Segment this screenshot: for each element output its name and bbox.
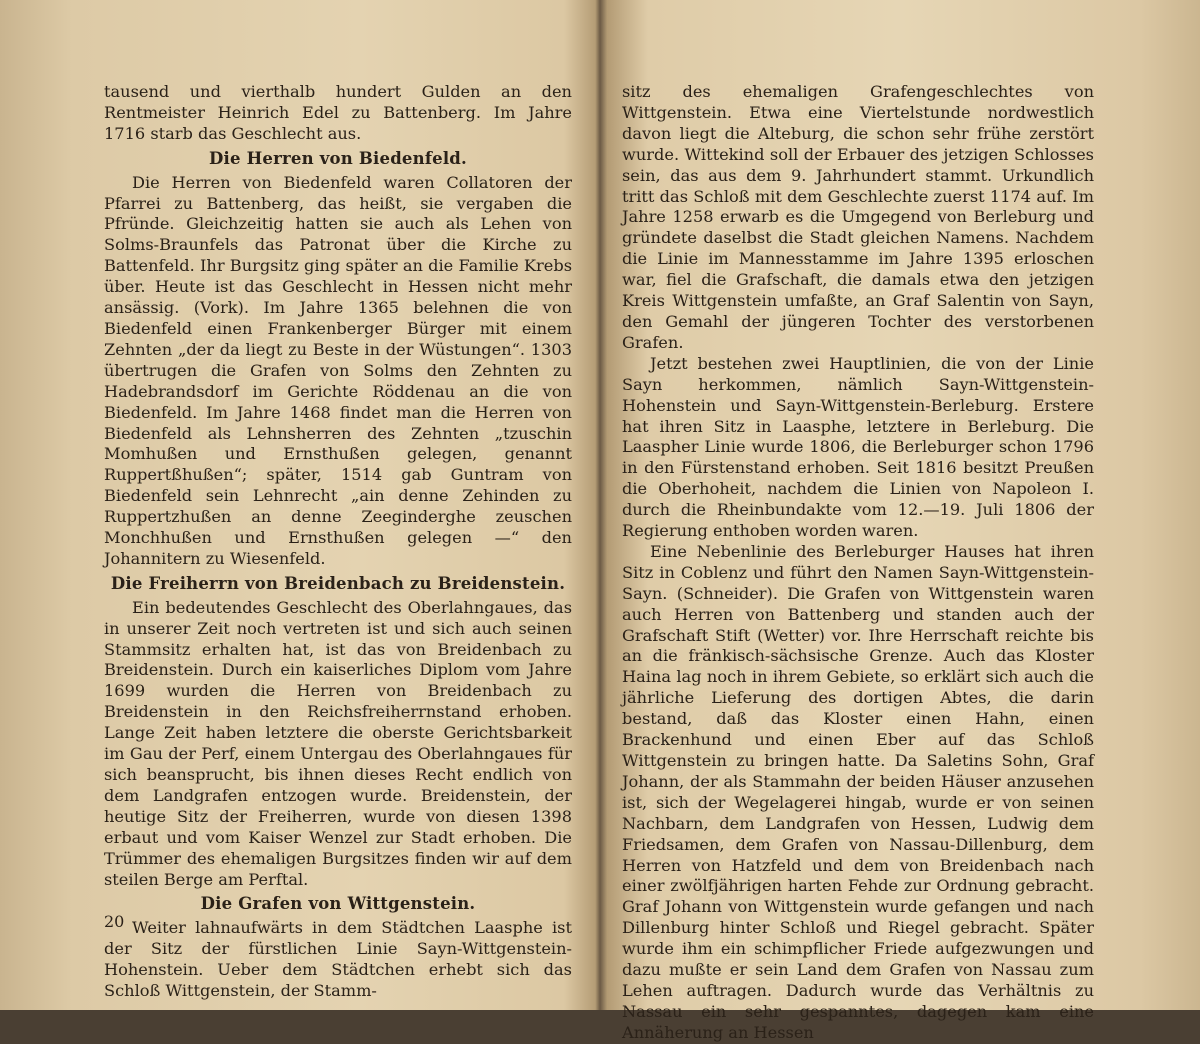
left-page [0,0,598,1010]
right-page-text [622,82,1094,1044]
paragraph-continuation: tausend und vierthalb hundert Gulden an den Rentmeister Heinrich Edel zu Battenberg. Im Jahre 1716 starb das Geschlecht aus. [104,82,572,143]
section-heading-wittgenstein: Die Grafen von Wittgenstein. [200,894,476,914]
paragraph-hauptlinien: Jetzt bestehen zwei Hauptlinien, die von der Linie Sayn herkommen, nämlich Sayn-Wittgenstein-Hohenstein und Sayn-Wittgenstein-Berleburg. Erstere hat ihren Sitz in Laasphe, letztere in Berleburg. Die Laaspher Linie wurde 1806, die Berleburger schon 1796 in den Fürstenstand erhoben. Seit 1816 besitzt Preußen die Oberhoheit, nachdem die Linien von Napoleon I. durch die Rheinbundakte vom 12.—19. Juli 1806 der Regierung enthoben worden waren. [622,353,1094,541]
paragraph-nebenlinie: Eine Nebenlinie des Berleburger Hauses hat ihren Sitz in Coblenz und führt den Namen Sayn-Wittgenstein-Sayn. (Schneider). Die Grafen von Wittgenstein waren auch Herren von Battenberg und standen auch der Grafschaft Stift (Wetter) vor. Ihre Herrschaft reichte bis an die fränkisch-sächsische Grenze. Auch das Kloster Haina lag noch in ihrem Gebiete, so erklärt sich auch die jährliche Lieferung des dortigen Abtes, die darin bestand, daß das Kloster einen Hahn, einen Brackenhund und einen Eber auf das Schloß Wittgenstein zu bringen hatte. Da Saletins Sohn, Graf Johann, der als Stammahn der beiden Häuser anzusehen ist, sich der Wegelagerei hingab, wurde er von seinen Nachbarn, dem Landgrafen von Hessen, Ludwig dem Friedsamen, dem Grafen von Nassau-Dillenburg, dem Herren von Hatzfeld und dem von Breidenbach nach einer zwölfjährigen harten Fehde zur Ordnung gebracht. Graf Johann von Wittgenstein wurde gefangen und nach Dillenburg hinter Schloß und Riegel gebracht. Später wurde ihm ein schimpflicher Friede aufgezwungen und dazu mußte er sein Land dem Grafen von Nassau zum Lehen auftragen. Dadurch wurde das Verhältnis zu Nassau ein sehr gespanntes, dagegen kam eine Annäherung an Hessen [622,541,1094,1042]
section-heading-biedenfeld: Die Herren von Biedenfeld. [209,148,467,168]
left-page-text [104,82,572,1002]
section-heading-breidenbach: Die Freiherrn von Breidenbach zu Breidenstein. [110,573,566,593]
paragraph-biedenfeld: Die Herren von Biedenfeld waren Collatoren der Pfarrei zu Battenberg, das heißt, sie vergaben die Pfründe. Gleichzeitig hatten sie auch als Lehen von Solms-Braunfels das Patronat über die Kirche zu Battenfeld. Ihr Burgsitz ging später an die Familie Krebs über. Heute ist das Geschlecht in Hessen nicht mehr ansässig. (Vork). Im Jahre 1365 belehnen die von Biedenfeld einen Frankenberger Bürger mit einem Zehnten „der da liegt zu Beste in der Wüstungen“. 1303 übertrugen die Grafen von Solms den Zehnten zu Hadebrandsdorf im Gerichte Röddenau an die von Biedenfeld. Im Jahre 1468 findet man die Herren von Biedenfeld als Lehnsherren des Zehnten „tzuschin Momhußen und Ernsthußen gelegen, genannt Ruppertßhußen“; später, 1514 gab Guntram von Biedenfeld sein Lehnrecht „ain denne Zehinden zu Ruppertzhußen an denne Zeeginderghe zeuschen Monchhußen und Ernsthußen gelegen —“ den Johannitern zu Wiesenfeld. [104,172,572,568]
right-page [602,0,1200,1042]
page-number: 20 [104,912,125,931]
paragraph-wittgenstein-continued: sitz des ehemaligen Grafengeschlechtes von Wittgenstein. Etwa eine Viertelstunde nordwestlich davon liegt die Alteburg, die schon sehr frühe zerstört wurde. Wittekind soll der Erbauer des jetzigen Schlosses sein, das aus dem 9. Jahrhundert stammt. Urkundlich tritt das Schloß mit dem Geschlechte zuerst 1174 auf. Im Jahre 1258 erwarb es die Umgegend von Berleburg und gründete daselbst die Stadt gleichen Namens. Nachdem die Linie im Mannesstamme im Jahre 1395 erloschen war, fiel die Grafschaft, die damals etwa den jetzigen Kreis Wittgenstein umfaßte, an Graf Salentin von Sayn, den Gemahl der jüngeren Tochter des verstorbenen Grafen. [622,82,1094,352]
paragraph-wittgenstein-start: Weiter lahnaufwärts in dem Städtchen Laasphe ist der Sitz der fürstlichen Linie Sayn-Wittgenstein-Hohenstein. Ueber dem Städtchen erhebt sich das Schloß Wittgenstein, der Stamm- [104,918,572,1001]
paragraph-breidenbach: Ein bedeutendes Geschlecht des Oberlahngaues, das in unserer Zeit noch vertreten ist und sich auch seinen Stammsitz erhalten hat, ist das von Breidenbach zu Breidenstein. Durch ein kaiserliches Diplom vom Jahre 1699 wurden die Herren von Breidenbach zu Breidenstein in den Reichsfreiherrnstand erhoben. Lange Zeit haben letztere die oberste Gerichtsbarkeit im Gau der Perf, einem Untergau des Oberlahngaues für sich beansprucht, bis ihnen dieses Recht endlich von dem Landgrafen entzogen wurde. Breidenstein, der heutige Sitz der Freiherren, wurde von diesen 1398 erbaut und vom Kaiser Wenzel zur Stadt erhoben. Die Trümmer des ehemaligen Burgsitzes finden wir auf dem steilen Berge am Perftal. [104,597,572,889]
